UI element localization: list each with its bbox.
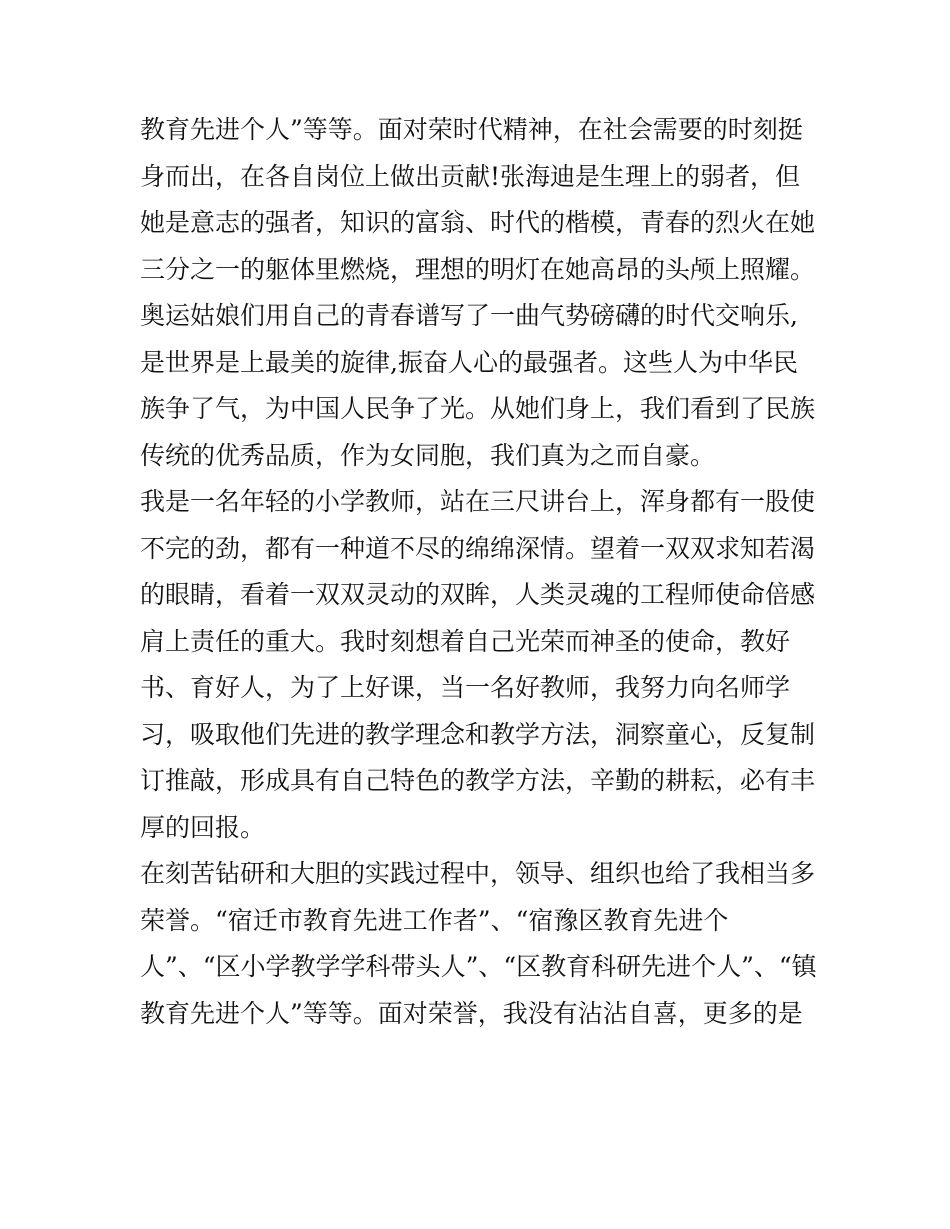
text-line: 订推敲，形成具有自己特色的教学方法，辛勤的耕耘，必有丰 bbox=[140, 766, 816, 795]
text-line: 在刻苦钻研和大胆的实践过程中，领导、组织也给了我相当多 bbox=[140, 859, 816, 888]
text-line: 族争了气，为中国人民争了光。从她们身上，我们看到了民族 bbox=[140, 394, 816, 423]
text-line: 她是意志的强者，知识的富翁、时代的楷模，青春的烈火在她 bbox=[140, 208, 816, 237]
text-line: 教育先进个人”等等。面对荣誉，我没有沾沾自喜，更多的是 bbox=[140, 998, 803, 1028]
text-line: 厚的回报。 bbox=[140, 812, 266, 842]
text-line: 传统的优秀品质，作为女同胞，我们真为之而自豪。 bbox=[140, 440, 716, 470]
text-line: 教育先进个人”等等。面对荣时代精神，在社会需要的时刻挺 bbox=[140, 115, 803, 144]
text-line: 身而出，在各自岗位上做出贡献!张海迪是生理上的弱者，但 bbox=[140, 161, 801, 191]
text-line: 荣誉。“宿迁市教育先进工作者”、“宿豫区教育先进个 bbox=[140, 905, 729, 935]
document-body bbox=[140, 107, 820, 1037]
text-line: 的眼睛，看着一双双灵动的双眸，人类灵魂的工程师使命倍感 bbox=[140, 580, 816, 609]
text-line: 不完的劲，都有一种道不尽的绵绵深情。望着一双双求知若渴 bbox=[140, 533, 816, 563]
text-line: 三分之一的躯体里燃烧，理想的明灯在她高昂的头颅上照耀。 bbox=[140, 254, 816, 284]
text-line: 肩上责任的重大。我时刻想着自己光荣而神圣的使命，教好 bbox=[140, 626, 791, 656]
text-line: 是世界是上最美的旋律,振奋人心的最强者。这些人为中华民 bbox=[140, 347, 798, 377]
text-line: 奥运姑娘们用自己的青春谱写了一曲气势磅礴的时代交响乐, bbox=[140, 301, 798, 330]
text-line: 习，吸取他们先进的教学理念和教学方法，洞察童心，反复制 bbox=[140, 719, 816, 749]
text-line: 人”、“区小学教学学科带头人”、“区教育科研先进个人”、“镇 bbox=[140, 952, 817, 981]
text-line: 书、育好人，为了上好课，当一名好教师，我努力向名师学 bbox=[140, 673, 791, 702]
text-line: 我是一名年轻的小学教师，站在三尺讲台上，浑身都有一股使 bbox=[140, 487, 816, 516]
